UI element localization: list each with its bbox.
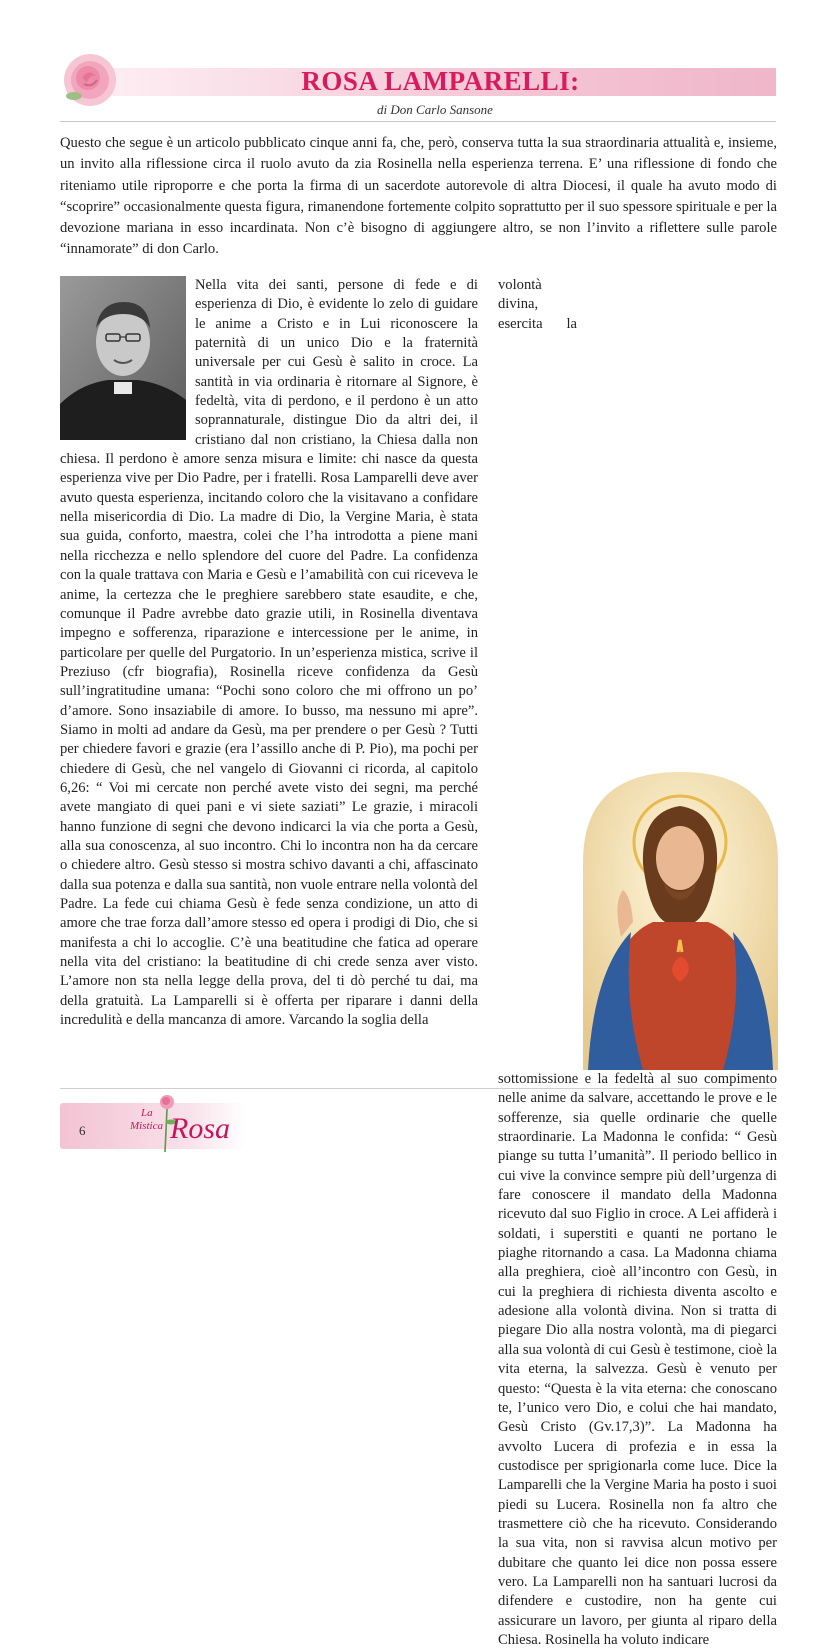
intro-paragraph: Questo che segue è un articolo pubblicato cinque anni fa, che, però, conserva tutta la sua straordinaria attualità e, insieme, un invito alla riflessione circa il ruolo avuto da zia Rosinella nella esperienza terrena. E’ una riflessione di fondo che riteniamo utile riproporre e che porta la firma di un sacerdote autorevole di altra Diocesi, il quale ha avuto modo di “scoprire” occasionalmente questa figura, rimanendone fortemente colpito soprattutto per il suo spessore spirituale e per la devozione mariana in esso incardinata. Non c’è bisogno di aggiungere altro, se non l’invito a riflettere sulle parole “innamorate” di don Carlo. [60,135,777,258]
priest-portrait [60,276,186,440]
article-column-2 [498,276,777,1650]
author-byline: di Don Carlo Sansone [377,102,493,117]
sacred-heart-image [583,772,778,1070]
article-text-col2: volontà divina, esercita la sottomissione e la fedeltà al suo compimento nelle anime da salvare, accettando le prove e le sofferenze, sia quelle ordinarie che quelle straordinarie. La Madonna le confida: “ Gesù piange su tutta l’umanità”. Il periodo bellico in cui vive la convince sempre più dell’urgenza di fare conoscere il mandato della Madonna ricevuto dal suo Figlio in croce. A Lei affiderà i soldati, i superstiti e quanti ne portano le piaghe ritornando a casa. La Madonna chiama alla preghiera, cioè all’incontro con Gesù, in cui la preghiera di richiesta diventa ascolto e adesione alla volontà divina. Non si tratta di piegare Dio alla nostra volontà, ma di piegarci alla sua volontà di cui Gesù è testimone, cioè la vita eterna, la salvezza. Gesù è venuto per questo: “Questa è la vita eterna: che conoscano te, l’unico vero Dio, e colui che hai mandato, Gesù Cristo (Gv.17,3)”. La Madonna ha avvolto Lucera di profezia e in essa la custodisce per sprigionarla come luce. Dice la Lamparelli che la Vergine Maria ha posto i suoi piedi su Lucera. Rosinella non fa altro che trasmettere ciò che ha ricevuto. Considerando la sua vita, non si ravvisa alcun motivo per dubitare che quanto lei dice non possa essere vero. La Lamparelli non ha santuari lucrosi da difendere e custodire, non ha gente cui assicurare un lavoro, per giunta al riparo della Chiesa. Rosinella ha voluto indicare [498,277,777,1648]
logo-text-la: La [141,1107,153,1119]
footer-divider [60,1088,776,1089]
logo-text-mistica: Mistica [130,1120,163,1132]
page-number: 6 [79,1123,86,1138]
logo-text-rosa: Rosa [170,1112,230,1145]
page-title: ROSA LAMPARELLI: [301,66,580,96]
article-column-1 [60,276,478,1030]
article-text-col1: Nella vita dei santi, persone di fede e di esperienza di Dio, è evidente lo zelo di guidare le anime a Cristo e in Lui riconoscere la paternità di un unico Dio e la fraternità universale per cui Gesù è salito in croce. La santità in via ordinaria è ritornare al Signore, è fedeltà, vita di perdono, e il perdono è un atto soprannaturale, distingue Dio da altri dei, il cristiano dal non cristiano, la Chiesa dalla non chiesa. Il perdono è amore senza misura e limite: chi nasce da questa esperienza vive per Dio Padre, per i fratelli. Rosa Lamparelli deve aver avuto questa esperienza, incitando coloro che la visitavano a confidare nella misericordia di Dio. La madre di Dio, la Vergine Maria, è stata sua guida, conforto, maestra, colei che l’ha introdotta a piene mani nella ricchezza e nello splendore del cuore del Padre. La confidenza con la quale trattava con Maria e Gesù e l’amabilità con cui riceveva le anime, la certezza che le preghiere sarebbero state esaudite, e che, comunque il Padre avrebbe dato grazie utili, in Rosinella diventava impegno e sofferenza, riparazione e intercessione per le anime, in particolare per quelle del Purgatorio. In un’esperienza mistica, scrive il Preziuso (cfr biografia), Rosinella riceve confidenza da Gesù sull’ingratitudine umana: “Pochi sono coloro che mi offrono un po’ d’amore. Sono insaziabile di amore. Io busso, ma nessuno mi apre”. Siamo in molti ad andare da Gesù, ma per prendere o per Gesù ? Tutti per chiedere favori e grazie (era l’assillo anche di P. Pio), ma pochi per chiedere di Gesù, che nel vangelo di Giovanni ci ricorda, al capitolo 6,26: “ Voi mi cercate non perché avete visto dei segni, ma perché avete mangiato di quei pani e vi siete saziati” Le grazie, i miracoli hanno funzione di segni che devono indicarci la via che porta a Gesù, alla sua conoscenza, al suo incontro. Chi lo incontra non ha da cercare o chiedere altro. Gesù stesso si mostra schivo davanti a chi, affascinato dalla sua potenza e dalla sua santità, non vuole entrare nella volontà del Padre. La fede cui chiama Gesù è fede senza condizione, un atto di amore che trae forza dall’amore stesso ed opera i prodigi di Dio, che si manifesta a chi lo accoglie. C’è una beatitudine che fatica ad operare nella vita del cristiano: la beatitudine di chi crede senza aver visto. L’amore non sta nella legge della prova, del ti dò perché tu dai, ma della gratuità. La Lamparelli si è offerta per riparare i danni della incredulità e della mancanza di amore. Varcando la soglia della [60,277,478,1029]
divider [60,121,776,122]
